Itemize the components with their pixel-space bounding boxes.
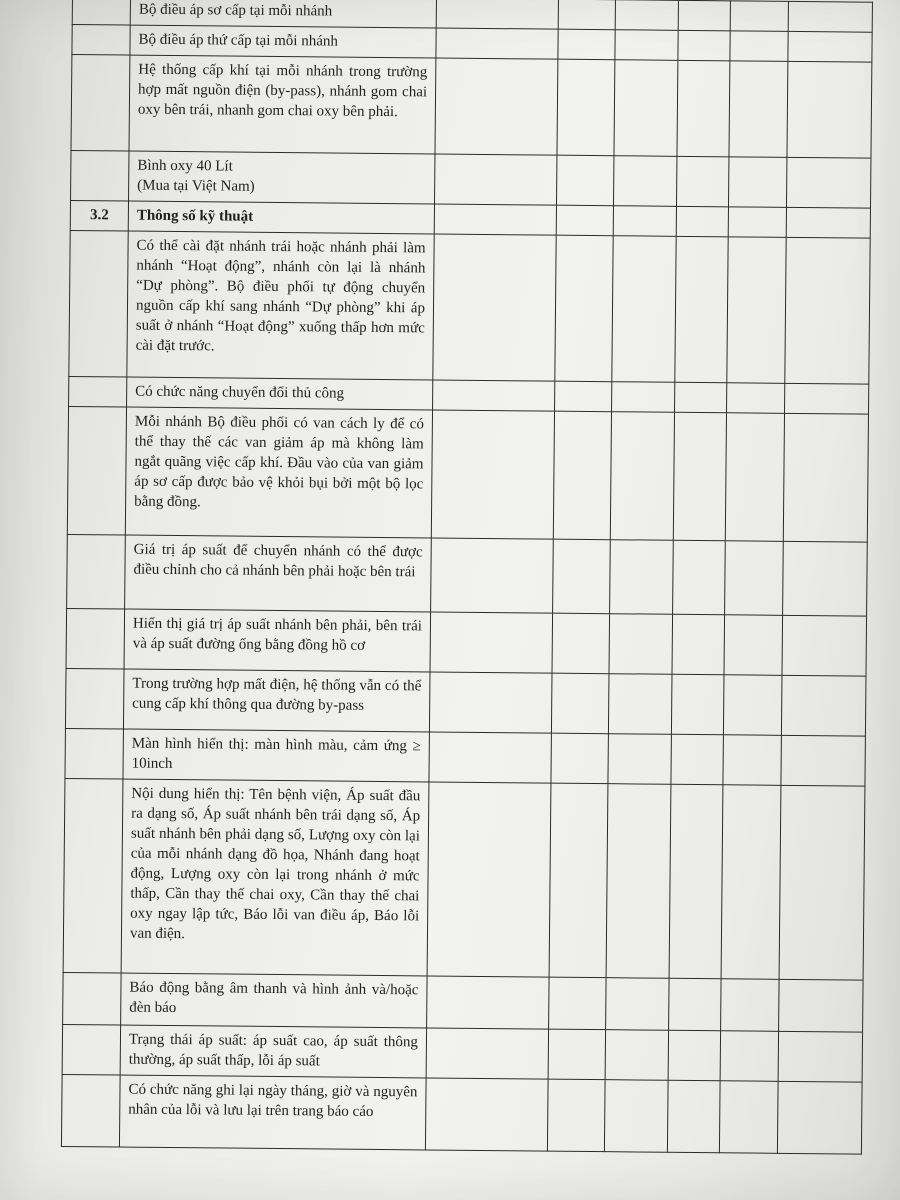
empty-cell <box>721 979 779 1032</box>
table-row <box>63 972 863 1032</box>
empty-cell <box>436 0 558 29</box>
empty-cell <box>729 61 788 158</box>
empty-cell <box>609 614 673 675</box>
row-description-cell: Trạng thái áp suất: áp suất cao, áp suất thông thường, áp suất thấp, lỗi áp suất <box>120 1025 426 1078</box>
empty-cell <box>675 236 728 382</box>
empty-cell <box>615 30 678 61</box>
table-row <box>63 778 865 980</box>
row-number-cell <box>65 728 123 779</box>
empty-cell <box>551 733 608 784</box>
empty-cell <box>606 784 671 979</box>
empty-cell <box>779 785 865 980</box>
empty-cell <box>667 1080 720 1152</box>
empty-cell <box>612 236 676 383</box>
empty-cell <box>788 31 872 62</box>
empty-cell <box>788 1 872 32</box>
empty-cell <box>606 978 669 1031</box>
row-number-cell <box>63 778 123 973</box>
empty-cell <box>727 383 785 414</box>
row-description-cell: Bình oxy 40 Lít (Mua tại Việt Nam) <box>129 151 435 204</box>
empty-cell <box>430 612 553 673</box>
empty-cell <box>547 1079 605 1152</box>
empty-cell <box>728 157 786 208</box>
empty-cell <box>777 1081 862 1154</box>
empty-cell <box>608 674 672 735</box>
table-row <box>67 406 868 542</box>
empty-cell <box>433 234 556 381</box>
table-row <box>67 534 868 616</box>
empty-cell <box>728 207 786 238</box>
empty-cell <box>549 977 606 1030</box>
empty-cell <box>556 205 613 236</box>
table-row <box>65 668 866 736</box>
row-number-cell <box>62 1024 120 1075</box>
empty-cell <box>781 675 866 736</box>
empty-cell <box>676 156 728 206</box>
empty-cell <box>723 735 781 786</box>
empty-cell <box>610 540 674 615</box>
empty-cell <box>782 615 867 676</box>
empty-cell <box>721 785 781 980</box>
row-description-cell: Hệ thống cấp khí tại mỗi nhánh trong trường hợp mất nguồn điện (by-pass), nhánh gom chai oxy bên trái, nhanh gom chai oxy bên phải. <box>129 55 436 154</box>
row-number-cell <box>67 406 126 535</box>
empty-cell <box>677 60 730 156</box>
spec-table <box>61 0 873 1155</box>
table-row <box>62 1024 862 1082</box>
empty-cell <box>781 735 865 786</box>
row-description-cell: Bộ điều áp sơ cấp tại mỗi nhánh <box>130 0 436 28</box>
empty-cell <box>678 0 730 30</box>
empty-cell <box>615 0 678 30</box>
empty-cell <box>435 154 557 205</box>
empty-cell <box>613 156 676 207</box>
row-description-cell: Báo động bằng âm thanh và hình ảnh và/hoặc đèn báo <box>121 973 427 1028</box>
empty-cell <box>434 204 556 235</box>
row-description-cell: Thông số kỹ thuật <box>128 201 434 234</box>
row-description-cell: Trong trường hợp mất điện, hệ thống vẫn có thể cung cấp khí thông qua đường by-pass <box>123 669 430 732</box>
empty-cell <box>612 382 675 413</box>
empty-cell <box>787 61 872 158</box>
empty-cell <box>669 978 721 1030</box>
empty-cell <box>730 1 788 32</box>
empty-cell <box>429 732 551 783</box>
empty-cell <box>436 28 558 59</box>
empty-cell <box>556 155 613 206</box>
row-number-cell <box>71 150 129 201</box>
row-description-cell: Bộ điều áp thứ cấp tại mỗi nhánh <box>130 25 436 58</box>
empty-cell <box>676 206 728 236</box>
empty-cell <box>783 413 868 542</box>
empty-cell <box>678 30 730 60</box>
empty-cell <box>431 410 554 539</box>
table-row <box>71 150 871 208</box>
row-number-cell <box>69 230 128 377</box>
paper-sheet <box>61 0 900 1155</box>
empty-cell <box>719 1081 778 1154</box>
empty-cell <box>720 1031 778 1082</box>
row-number-cell <box>67 534 126 609</box>
table-row <box>71 55 872 159</box>
row-number-cell <box>69 376 127 407</box>
table-row <box>61 1074 862 1154</box>
row-description-cell: Có chức năng ghi lại ngày tháng, giờ và nguyên nhân của lỗi và lưu lại trên trang báo cáo <box>119 1075 426 1150</box>
empty-cell <box>730 31 788 62</box>
empty-cell <box>557 59 615 156</box>
empty-cell <box>427 976 549 1029</box>
table-row <box>65 728 865 786</box>
empty-cell <box>431 538 554 613</box>
empty-cell <box>604 1080 668 1153</box>
empty-cell <box>613 206 676 237</box>
empty-cell <box>433 380 555 411</box>
empty-cell <box>614 60 678 157</box>
empty-cell <box>429 672 552 733</box>
empty-cell <box>786 157 870 208</box>
row-description-cell: Có thể cài đặt nhánh trái hoặc nhánh phải làm nhánh “Hoạt động”, nhánh còn lại là nhánh “Dự phòng”. Bộ điều phối tự động chuyển nguồn cấp khí sang nhánh “Dự phòng” khi áp suất ở nhánh “Hoạt động” xuống thấp hơn mức cài đặt trước. <box>127 231 434 380</box>
empty-cell <box>427 782 551 977</box>
row-number-cell <box>65 668 124 729</box>
empty-cell <box>548 1029 605 1080</box>
row-number-cell: 3.2 <box>70 200 128 231</box>
empty-cell <box>724 615 783 676</box>
empty-cell <box>558 0 615 30</box>
empty-cell <box>669 784 723 978</box>
empty-cell <box>779 979 863 1032</box>
empty-cell <box>426 1028 548 1079</box>
empty-cell <box>727 237 786 384</box>
empty-cell <box>673 412 726 540</box>
row-description-cell: Mỗi nhánh Bộ điều phối có van cách ly để có thể thay thế các van giảm áp mà không làm ngắt quãng việc cấp khí. Đầu vào của van giảm áp sơ cấp được bảo vệ khỏi bụi bởi một bộ lọc bằng đồng. <box>125 407 432 538</box>
row-number-cell <box>61 1074 120 1147</box>
empty-cell <box>723 675 782 736</box>
table-row <box>69 230 870 384</box>
empty-cell <box>552 613 610 674</box>
spec-table-body <box>61 0 872 1154</box>
empty-cell <box>673 540 726 614</box>
empty-cell <box>553 539 611 614</box>
row-number-cell <box>71 55 130 152</box>
empty-cell <box>551 673 609 734</box>
empty-cell <box>553 411 611 540</box>
empty-cell <box>425 1078 548 1151</box>
empty-cell <box>783 541 868 616</box>
empty-cell <box>671 734 723 784</box>
empty-cell <box>672 614 725 674</box>
row-number-cell <box>72 0 130 25</box>
empty-cell <box>610 412 674 541</box>
row-description-cell: Màn hình hiển thị: màn hình màu, cảm ứng ≥ 10inch <box>123 729 429 782</box>
table-row <box>66 608 867 676</box>
empty-cell <box>675 382 727 412</box>
row-number-cell <box>66 608 125 669</box>
row-description-cell: Hiển thị giá trị áp suất nhánh bên phải, bên trái và áp suất đường ống bằng đồng hồ cơ <box>124 609 431 672</box>
empty-cell <box>608 734 671 785</box>
empty-cell <box>725 541 784 616</box>
empty-cell <box>555 235 613 382</box>
empty-cell <box>555 381 612 412</box>
row-description-cell: Giá trị áp suất để chuyển nhánh có thể được điều chỉnh cho cả nhánh bên phải hoặc bên trái <box>125 535 432 612</box>
empty-cell <box>668 1030 720 1080</box>
empty-cell <box>785 237 870 384</box>
empty-cell <box>558 29 615 60</box>
empty-cell <box>671 674 724 734</box>
empty-cell <box>785 383 869 414</box>
empty-cell <box>605 1030 668 1081</box>
empty-cell <box>786 207 870 238</box>
row-number-cell <box>72 25 130 56</box>
empty-cell <box>778 1031 862 1082</box>
empty-cell <box>549 783 608 978</box>
row-description-cell: Nội dung hiển thị: Tên bệnh viện, Áp suất đầu ra dạng số, Áp suất nhánh bên trái dạng số, Áp suất nhánh bên phải dạng số, Lượng oxy còn lại của mỗi nhánh dạng đồ họa, Nhánh đang hoạt động, Lượng oxy còn lại trong nhánh ở mức thấp, Cần thay thế chai oxy, Cần thay thế chai oxy ngay lập tức, Báo lỗi van điều áp, Báo lỗi van điện. <box>121 779 429 976</box>
empty-cell <box>725 413 784 542</box>
empty-cell <box>435 58 558 155</box>
row-description-cell: Có chức năng chuyển đổi thủ công <box>127 377 433 410</box>
row-number-cell <box>63 972 121 1025</box>
